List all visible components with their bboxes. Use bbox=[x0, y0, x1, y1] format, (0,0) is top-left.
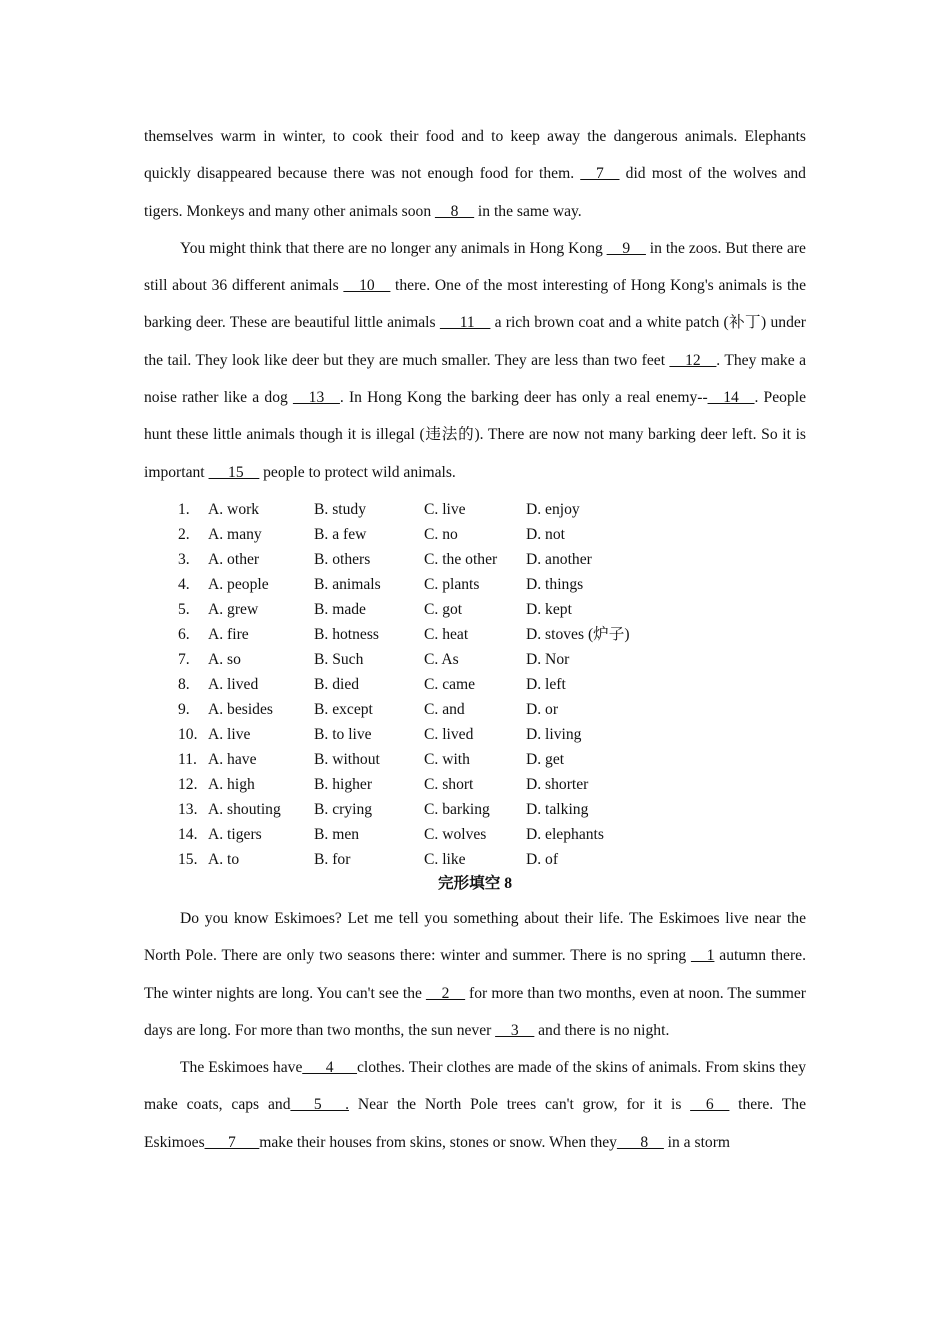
option-b: B. higher bbox=[314, 775, 373, 793]
question-number: 14. bbox=[178, 825, 198, 843]
blank-9: __9__ bbox=[606, 239, 646, 257]
blank-7: ___7___ bbox=[204, 1133, 260, 1151]
option-c: C. like bbox=[424, 850, 466, 868]
question-number: 12. bbox=[178, 775, 198, 793]
option-c: C. with bbox=[424, 750, 470, 768]
question-number: 13. bbox=[178, 800, 198, 818]
option-row-12 bbox=[178, 772, 806, 797]
option-b: B. a few bbox=[314, 525, 367, 543]
question-number: 11. bbox=[178, 750, 197, 768]
option-b: B. except bbox=[314, 700, 373, 718]
passage-b-paragraph-2 bbox=[144, 1049, 806, 1161]
option-a: A. besides bbox=[208, 700, 273, 718]
option-a: A. other bbox=[208, 550, 260, 568]
option-c: C. got bbox=[424, 600, 463, 618]
blank-8: __8__ bbox=[435, 202, 475, 220]
blank-5: ___5___. bbox=[290, 1096, 349, 1114]
passage-b-paragraph-1 bbox=[144, 900, 806, 1049]
blank-14: __14__ bbox=[707, 389, 755, 407]
option-row-14 bbox=[178, 822, 806, 847]
blank-12: __12__ bbox=[669, 351, 717, 369]
option-a: A. high bbox=[208, 775, 255, 793]
blank-15: __15__ bbox=[208, 463, 260, 481]
text-run: in a storm bbox=[663, 1133, 731, 1151]
option-c: C. plants bbox=[424, 575, 480, 593]
option-d: D. stoves (炉子) bbox=[526, 625, 630, 643]
question-number: 2. bbox=[178, 525, 190, 543]
option-d: D. get bbox=[526, 750, 565, 768]
document-page bbox=[144, 118, 806, 1161]
option-b: B. study bbox=[314, 500, 366, 518]
question-number: 9. bbox=[178, 700, 190, 718]
text-run: make their houses from skins, stones or snow. When they bbox=[259, 1133, 617, 1151]
blank-4: ___4___ bbox=[302, 1059, 357, 1077]
passage-a-paragraph-2 bbox=[144, 230, 806, 491]
option-d: D. of bbox=[526, 850, 559, 868]
blank-10: __10__ bbox=[343, 277, 391, 295]
option-row-11 bbox=[178, 747, 806, 772]
option-a: A. people bbox=[208, 575, 269, 593]
option-b: B. died bbox=[314, 675, 360, 693]
option-b: B. for bbox=[314, 850, 351, 868]
option-a: A. live bbox=[208, 725, 251, 743]
question-number: 15. bbox=[178, 850, 198, 868]
option-d: D. or bbox=[526, 700, 559, 718]
passage-a-paragraph-1 bbox=[144, 118, 806, 230]
text-run: autumn there. The winter nights are long. You can't see the bbox=[144, 947, 806, 1002]
blank-3: __3__ bbox=[495, 1021, 535, 1039]
option-c: C. and bbox=[424, 700, 465, 718]
option-d: D. not bbox=[526, 525, 565, 543]
option-d: D. living bbox=[526, 725, 582, 743]
option-c: C. no bbox=[424, 525, 458, 543]
option-c: C. live bbox=[424, 500, 466, 518]
option-row-15 bbox=[178, 847, 806, 872]
answer-options-list bbox=[178, 497, 806, 872]
question-number: 6. bbox=[178, 625, 190, 643]
option-c: C. As bbox=[424, 650, 459, 668]
option-b: B. hotness bbox=[314, 625, 379, 643]
option-row-4 bbox=[178, 572, 806, 597]
text-run: themselves warm in winter, to cook their food and to keep away the dangerous animals. Elephants quickly disappeared because there was not enough food for them. bbox=[144, 128, 806, 183]
option-a: A. lived bbox=[208, 675, 259, 693]
option-c: C. the other bbox=[424, 550, 498, 568]
text-run: . People hunt these little animals though it is illegal (违法的). There are now not many barking deer left. So it is important bbox=[144, 389, 806, 481]
option-row-5 bbox=[178, 597, 806, 622]
blank-13: __13__ bbox=[293, 389, 340, 407]
section-title: 完形填空 8 bbox=[437, 874, 513, 892]
text-run: You might think that there are no longer any animals in Hong Kong bbox=[180, 239, 607, 257]
question-number: 5. bbox=[178, 600, 190, 618]
option-b: B. others bbox=[314, 550, 371, 568]
text-run: Near the North Pole trees can't grow, for it is bbox=[348, 1096, 691, 1114]
blank-8: ___8__ bbox=[616, 1133, 664, 1151]
option-d: D. elephants bbox=[526, 825, 604, 843]
option-row-3 bbox=[178, 547, 806, 572]
text-run: did most of the wolves and tigers. Monkeys and many other animals soon bbox=[144, 165, 806, 220]
text-run: people to protect wild animals. bbox=[259, 463, 456, 481]
option-d: D. Nor bbox=[526, 650, 570, 668]
option-row-9 bbox=[178, 697, 806, 722]
option-a: A. fire bbox=[208, 625, 249, 643]
option-d: D. things bbox=[526, 575, 584, 593]
option-c: C. came bbox=[424, 675, 476, 693]
option-a: A. have bbox=[208, 750, 257, 768]
option-c: C. heat bbox=[424, 625, 469, 643]
option-a: A. grew bbox=[208, 600, 259, 618]
text-run: and there is no night. bbox=[534, 1021, 670, 1039]
option-d: D. enjoy bbox=[526, 500, 580, 518]
option-b: B. Such bbox=[314, 650, 364, 668]
option-a: A. to bbox=[208, 850, 240, 868]
blank-2: __2__ bbox=[426, 984, 465, 1002]
option-b: B. to live bbox=[314, 725, 372, 743]
text-run: a rich brown coat and a white patch (补丁) under the tail. They look like deer but they are much smaller. They are less than two feet bbox=[144, 314, 806, 369]
option-c: C. short bbox=[424, 775, 474, 793]
option-a: A. shouting bbox=[208, 800, 281, 818]
option-a: A. many bbox=[208, 525, 262, 543]
option-row-8 bbox=[178, 672, 806, 697]
option-row-6 bbox=[178, 622, 806, 647]
option-a: A. tigers bbox=[208, 825, 262, 843]
option-row-1 bbox=[178, 497, 806, 522]
option-d: D. left bbox=[526, 675, 566, 693]
option-b: B. made bbox=[314, 600, 366, 618]
text-run: . In Hong Kong the barking deer has only a real enemy-- bbox=[339, 389, 708, 407]
blank-1: __1 bbox=[691, 947, 715, 965]
option-c: C. lived bbox=[424, 725, 474, 743]
question-number: 10. bbox=[178, 725, 198, 743]
option-c: C. barking bbox=[424, 800, 490, 818]
blank-7: __7__ bbox=[580, 165, 620, 183]
text-run: clothes. Their clothes are made of the skins of animals. From skins they make coats, caps and bbox=[144, 1059, 806, 1114]
option-c: C. wolves bbox=[424, 825, 487, 843]
text-run: in the zoos. But there are still about 36 different animals bbox=[144, 239, 806, 295]
text-run: for more than two months, even at noon. The summer days are long. For more than two months, the sun never bbox=[144, 984, 806, 1039]
option-b: B. without bbox=[314, 750, 380, 768]
option-row-7 bbox=[178, 647, 806, 672]
option-row-10 bbox=[178, 722, 806, 747]
blank-6: __6__ bbox=[690, 1096, 730, 1114]
text-run: . They make a noise rather like a dog bbox=[144, 351, 806, 407]
option-row-13 bbox=[178, 797, 806, 822]
option-a: A. work bbox=[208, 500, 260, 518]
option-d: D. talking bbox=[526, 800, 589, 818]
text-run: The Eskimoes have bbox=[180, 1059, 303, 1077]
option-b: B. men bbox=[314, 825, 360, 843]
text-run: there. One of the most interesting of Hong Kong's animals is the barking deer. These are beautiful little animals bbox=[144, 277, 807, 332]
question-number: 7. bbox=[178, 650, 190, 668]
option-d: D. kept bbox=[526, 600, 572, 618]
question-number: 1. bbox=[178, 500, 190, 518]
text-run: Do you know Eskimoes? Let me tell you something about their life. The Eskimoes live near the North Pole. There are only two seasons there: winter and summer. There is no spring bbox=[144, 909, 806, 965]
text-run: there. The Eskimoes bbox=[144, 1096, 806, 1151]
question-number: 8. bbox=[178, 675, 190, 693]
question-number: 3. bbox=[178, 550, 190, 568]
option-d: D. shorter bbox=[526, 775, 589, 793]
text-run: in the same way. bbox=[474, 202, 582, 220]
option-a: A. so bbox=[208, 650, 241, 668]
option-d: D. another bbox=[526, 550, 592, 568]
option-b: B. animals bbox=[314, 575, 381, 593]
option-b: B. crying bbox=[314, 800, 373, 818]
question-number: 4. bbox=[178, 575, 190, 593]
option-row-2 bbox=[178, 522, 806, 547]
blank-11: __11__ bbox=[439, 314, 491, 332]
